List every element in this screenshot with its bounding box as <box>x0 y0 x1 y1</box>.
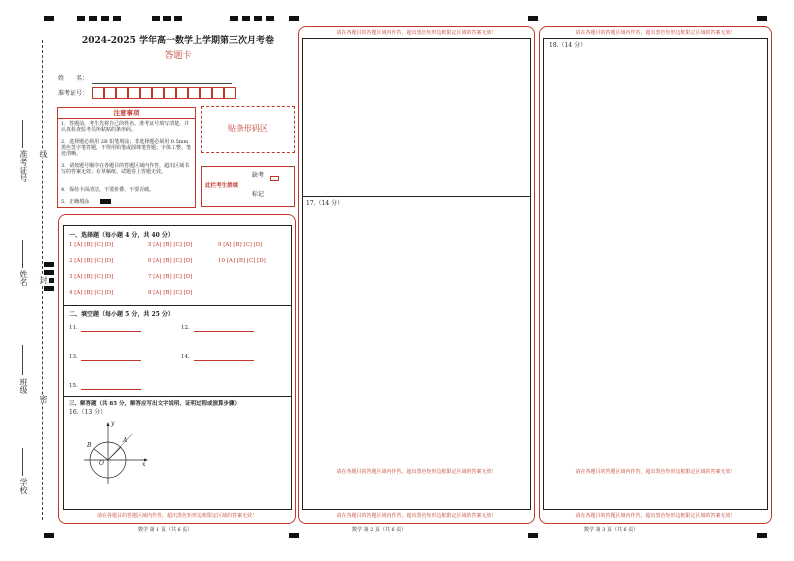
notice-divider <box>57 118 196 119</box>
page-subtitle: 答题卡 <box>164 51 192 61</box>
absent-checkbox[interactable] <box>270 176 279 181</box>
side-mark <box>44 286 54 291</box>
alignment-mark <box>101 16 109 21</box>
page3-warning-top: 请在各题目的答题区域内作答，超出黑色矩形边框限定区域的答案无效！ <box>575 30 736 36</box>
section3-title: 三、解答题（共 85 分，解答应写出文字说明、证明过程或演算步骤） <box>69 401 240 407</box>
q17-divider <box>302 196 531 197</box>
choice-q10[interactable]: 10 [A] [B] [C] [D] <box>218 258 266 264</box>
choice-q5[interactable]: 5 [A] [B] [C] [D] <box>148 242 193 248</box>
page2-footer: 数学 第 2 页（共 6 页） <box>352 527 407 533</box>
fill-q13-label: 13. <box>69 354 78 360</box>
absent-text-1: 缺考 <box>252 172 265 179</box>
fig-label-x: x <box>142 461 146 468</box>
choice-q8[interactable]: 8 [A] [B] [C] [D] <box>148 290 193 296</box>
alignment-mark <box>89 16 97 21</box>
q16-figure <box>80 420 150 488</box>
alignment-mark <box>152 16 160 21</box>
section-divider <box>63 396 292 397</box>
notice-item-1: 1．答题前，考生先将自己的姓名、准考证号填写清楚，并认真检查监考员所粘贴的条形码。 <box>61 121 190 133</box>
choice-q9[interactable]: 9 [A] [B] [C] [D] <box>218 242 263 248</box>
fill-q14-line[interactable] <box>194 360 254 361</box>
binding-label-secret: 密 <box>39 395 48 403</box>
alignment-mark <box>757 16 767 21</box>
q17-answer-box[interactable] <box>302 38 531 510</box>
alignment-mark <box>77 16 85 21</box>
alignment-mark <box>289 16 299 21</box>
side-class-line <box>22 345 23 375</box>
section-divider <box>63 305 292 306</box>
page-title: 2024-2025 学年高一数学上学期第三次月考卷 <box>82 36 274 46</box>
page3-warning-bottom: 请在各题目的答题区域内作答，超出黑色矩形边框限定区域的答案无效！ <box>575 513 736 519</box>
notice-title: 注意事项 <box>113 109 140 117</box>
id-field[interactable] <box>92 87 240 99</box>
notice-item-3: 3．请按题号顺序在各题目的答题区域内作答，超出区域书写的答案无效；在草稿纸、试题卷上答题无效。 <box>61 163 190 175</box>
alignment-mark <box>44 533 54 538</box>
page2-warning-mid: 请在各题目的答题区域内作答，超出黑色矩形边框限定区域的答案无效！ <box>336 469 497 475</box>
alignment-mark <box>254 16 262 21</box>
binding-label-seal: 封 <box>39 276 48 284</box>
alignment-mark <box>163 16 171 21</box>
alignment-mark <box>242 16 250 21</box>
notice-item-2: 2．选择题必须用 2B 铅笔填涂；非选择题必须用 0.5mm 黑色签字笔答题，不得用铅笔或圆珠笔答题；字体工整、笔迹清晰。 <box>61 139 192 157</box>
binding-label-line: 线 <box>39 150 48 158</box>
side-class-label: 班级 <box>19 378 28 394</box>
side-name-label: 姓名 <box>19 270 28 286</box>
id-label: 准考证号： <box>58 90 89 97</box>
fig-label-y: y <box>111 420 115 427</box>
side-mark <box>44 270 54 275</box>
notice-item-4: 4．保持卡面清洁，不要折叠、不要弄破。 <box>61 187 155 193</box>
side-id-label: 准考证号 <box>19 150 28 182</box>
fill-q11-label: 11. <box>69 325 78 331</box>
fill-q14-label: 14. <box>181 354 190 360</box>
choice-q1[interactable]: 1 [A] [B] [C] [D] <box>69 242 114 248</box>
alignment-mark <box>266 16 274 21</box>
page3-footer: 数学 第 3 页（共 6 页） <box>584 527 639 533</box>
barcode-label: 贴条形码区 <box>228 124 268 133</box>
fig-label-a: A <box>123 437 128 444</box>
choice-q6[interactable]: 6 [A] [B] [C] [D] <box>148 258 193 264</box>
q16-label: 16.（13 分） <box>69 409 107 416</box>
alignment-mark <box>528 533 538 538</box>
page2-warning-top: 请在各题目的答题区域内作答，超出黑色矩形边框限定区域的答案无效！ <box>336 30 497 36</box>
name-label: 姓 名： <box>58 75 89 82</box>
section1-title: 一、选择题（每小题 4 分，共 40 分） <box>69 232 174 239</box>
q18-label: 18.（14 分） <box>549 42 587 49</box>
alignment-mark <box>174 16 182 21</box>
fill-q13-line[interactable] <box>81 360 141 361</box>
side-id-line <box>22 120 23 148</box>
q18-answer-box[interactable] <box>543 38 768 510</box>
choice-q4[interactable]: 4 [A] [B] [C] [D] <box>69 290 114 296</box>
alignment-mark <box>757 533 767 538</box>
fill-q15-line[interactable] <box>81 389 141 390</box>
side-name-line <box>22 240 23 268</box>
absent-label: 此栏考生禁填 <box>205 183 239 189</box>
page2-warning-bottom: 请在各题目的答题区域内作答，超出黑色矩形边框限定区域的答案无效！ <box>336 513 497 519</box>
notice-item-5: 5．正确填涂 <box>61 199 90 205</box>
fig-label-b: B <box>87 442 92 449</box>
alignment-mark <box>44 16 54 21</box>
choice-q3[interactable]: 3 [A] [B] [C] [D] <box>69 274 114 280</box>
fill-q11-line[interactable] <box>81 331 141 332</box>
side-school-line <box>22 448 23 476</box>
absent-text-2: 标记 <box>252 191 265 198</box>
q17-label: 17.（14 分） <box>306 200 344 207</box>
choice-q7[interactable]: 7 [A] [B] [C] [D] <box>148 274 193 280</box>
fill-q15-label: 15. <box>69 383 78 389</box>
fig-label-o: O <box>99 460 104 467</box>
side-school-label: 学校 <box>19 478 28 494</box>
fill-q12-line[interactable] <box>194 331 254 332</box>
page1-footer: 数学 第 1 页（共 6 页） <box>138 527 193 533</box>
side-mark <box>44 262 54 267</box>
name-field[interactable] <box>92 83 232 84</box>
alignment-mark <box>528 16 538 21</box>
choice-q2[interactable]: 2 [A] [B] [C] [D] <box>69 258 114 264</box>
filled-sample-icon <box>100 199 111 204</box>
alignment-mark <box>230 16 238 21</box>
alignment-mark <box>113 16 121 21</box>
page1-warning: 请在各题目的答题区域内作答，超出黑色矩形边框限定区域的答案无效！ <box>96 513 257 519</box>
alignment-mark <box>289 533 299 538</box>
page3-warning-mid: 请在各题目的答题区域内作答，超出黑色矩形边框限定区域的答案无效！ <box>575 469 736 475</box>
fill-q12-label: 12. <box>181 325 190 331</box>
section2-title: 二、填空题（每小题 5 分，共 25 分） <box>69 311 174 318</box>
